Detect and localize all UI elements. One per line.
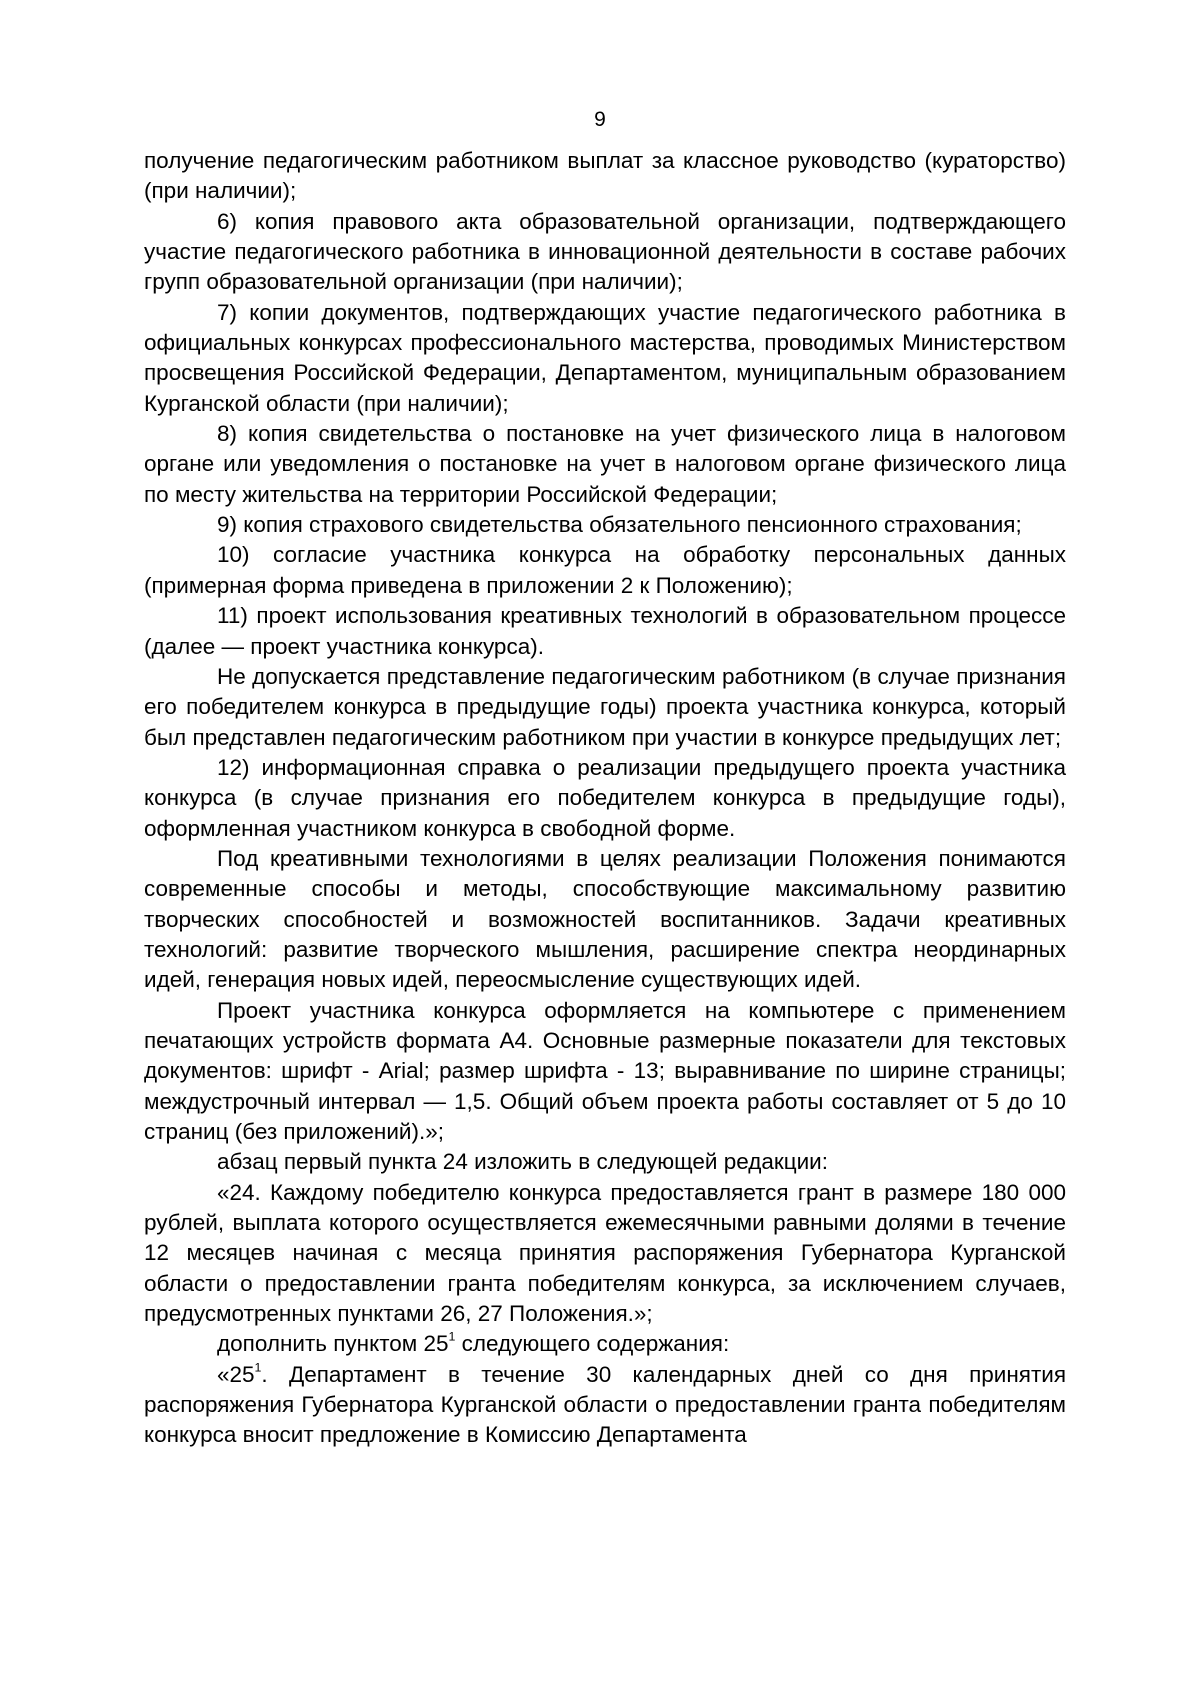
paragraph-clause-24: «24. Каждому победителю конкурса предоставляется грант в размере 180 000 рублей, выплата которого осуществляется ежемесячными равными долями в течение 12 месяцев начиная с месяца принятия распоряжения Губернатора Курганской области о предоставлении гранта победителям конкурса, за исключением случаев, предусмотренных пунктами 26, 27 Положения.»;	[144, 1179, 1066, 1327]
paragraph-continuation: получение педагогическим работником выплат за классное руководство (кураторство) (при наличии);	[144, 148, 1066, 204]
paragraph-amendment-24-intro: абзац первый пункта 24 изложить в следующей редакции:	[217, 1149, 828, 1175]
clause-body-text: . Департамент в течение 30 календарных дней со дня принятия распоряжения Губернатора Курганской области о предоставлении гранта победителям конкурса вносит предложение в Комиссию Департамента	[144, 1361, 1066, 1448]
paragraph-clause-25-1	[144, 1360, 1066, 1451]
paragraph-supplement-25-1-intro	[144, 1329, 1066, 1359]
paragraph-item-12: 12) информационная справка о реализации предыдущего проекта участника конкурса (в случае признания его победителем конкурса в предыдущие годы), оформленная участником конкурса в свободной форме.	[144, 754, 1066, 841]
page-number: 9	[594, 108, 606, 131]
superscript-one: 1	[254, 1360, 262, 1375]
paragraph-item-8: 8) копия свидетельства о постановке на учет физического лица в налоговом органе или уведомления о постановке на учет в налоговом органе физического лица по месту жительства на территории Российской Федерации;	[144, 421, 1066, 507]
paragraph-item-11: 11) проект использования креативных технологий в образовательном процессе (далее — проект участника конкурса).	[144, 603, 1066, 659]
clause-number-text: «25	[217, 1361, 255, 1387]
supplement-text-after: следующего содержания:	[455, 1331, 730, 1357]
paragraph-project-format: Проект участника конкурса оформляется на компьютере с применением печатающих устройств формата А4. Основные размерные показатели для текстовых документов: шрифт - Arial; размер шрифта - 13; выравнивание по ширине страницы; междустрочный интервал — 1,5. Общий объем проекта работы составляет от 5 до 10 страниц (без приложений).»;	[144, 997, 1066, 1144]
paragraph-item-9: 9) копия страхового свидетельства обязательного пенсионного страхования;	[217, 512, 1022, 538]
paragraph-item-6: 6) копия правового акта образовательной организации, подтверждающего участие педагогического работника в инновационной деятельности в составе рабочих групп образовательной организации (при наличии);	[144, 208, 1066, 295]
superscript-one: 1	[448, 1329, 456, 1344]
paragraph-item-7: 7) копии документов, подтверждающих участие педагогического работника в официальных конкурсах профессионального мастерства, проводимых Министерством просвещения Российской Федерации, Департаментом, муниципальным образованием Курганской области (при наличии);	[144, 299, 1066, 416]
document-body	[144, 146, 1066, 1451]
paragraph-restriction: Не допускается представление педагогическим работником (в случае признания его победителем конкурса в предыдущие годы) проекта участника конкурса, который был представлен педагогическим работником при участии в конкурсе предыдущих лет;	[144, 663, 1066, 750]
paragraph-item-10: 10) согласие участника конкурса на обработку персональных данных (примерная форма приведена в приложении 2 к Положению);	[144, 542, 1066, 598]
paragraph-creative-tech-definition: Под креативными технологиями в целях реализации Положения понимаются современные способы и методы, способствующие максимальному развитию творческих способностей и возможностей воспитанников. Задачи креативных технологий: развитие творческого мышления, расширение спектра неординарных идей, генерация новых идей, переосмысление существующих идей.	[144, 845, 1066, 993]
supplement-text-before: дополнить пунктом 25	[217, 1331, 449, 1357]
